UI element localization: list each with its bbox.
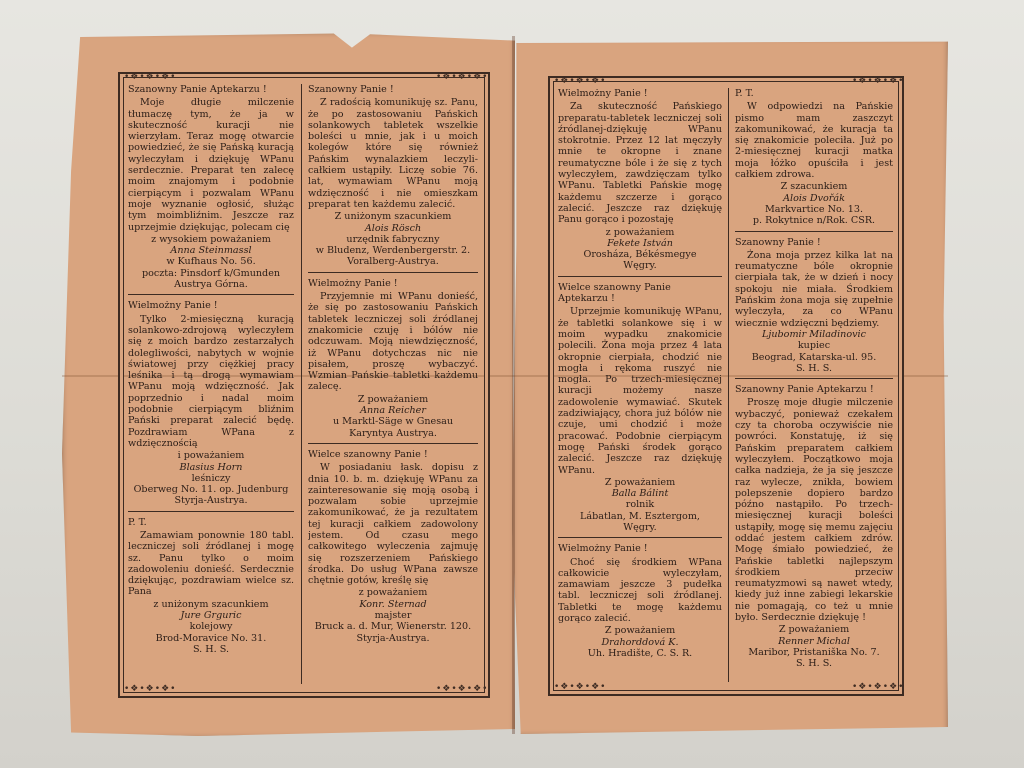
letter-body: Tylko 2-miesięczną kuracją solankowo-zdrojową wyleczyłem się z moich bardzo zestarzałych dolegliwości, nabytych w wojnie światowej przy ciężkiej pracy leśnika i tą drogą wymawiam WPanu moją wdzięczność. Jak poprzednio i nadal moim podobnie cierpiącym bliźnim Pański preparat zalecić będę. Pozdrawiam WPana z wdzięcznością xyxy=(128,313,294,449)
letter xyxy=(128,84,294,290)
letter-closing: z poważaniem xyxy=(605,226,675,238)
letter-signature: Fekete István xyxy=(607,237,673,249)
letter-body: Przyjemnie mi WPanu donieść, że się po zastosowaniu Pańskich tabletek leczniczej soli źródlanej znakomicie czuję i bólów nie odczuwam. Moją niewdzięczność, iż WPanu dotychczas nic nie pisałem, proszę wybaczyć. Wzmian Pańskie tabletki każdemu zalecę. xyxy=(308,291,478,393)
letter-address-line: Styrja-Austrya. xyxy=(174,495,248,507)
column-3 xyxy=(558,88,722,680)
letter-address-line: kupiec xyxy=(797,340,831,352)
letter-signature: Alois Dvořák xyxy=(783,192,845,204)
letter-address-line: S. H. S. xyxy=(795,362,833,374)
letter xyxy=(128,294,294,506)
letter xyxy=(308,272,478,439)
letter-address-line: Bruck a. d. Mur, Wienerstr. 120. xyxy=(314,621,472,633)
letter-signature: Blasius Horn xyxy=(179,461,243,473)
letter-address-line: Austrya Górna. xyxy=(174,279,248,291)
ornament-bottom-left-right-page: •❖•❖•❖• xyxy=(554,682,607,692)
letter xyxy=(558,276,722,534)
letter-address-line: majster xyxy=(374,610,412,622)
letter-closing: Z uniżonym szacunkiem xyxy=(334,211,452,223)
letter-body: Z radością komunikuję sz. Panu, że po zastosowaniu Pańskich solankowych tabletek wszelkie boleści u mnie, jak i u moich kolegów które się również Pańskim wynalazkiem leczyli-całkiem ustąpiły. Liczę sobie 76. lat, wymawiam WPanu moją wdzięczność i nie omieszkam preparat ten każdemu zalecić. xyxy=(308,97,478,210)
column-divider-left xyxy=(301,84,302,684)
letter-address-line: Orosháza, Békésmegye xyxy=(583,249,697,261)
letter xyxy=(735,231,893,375)
letter xyxy=(308,443,478,644)
letter-signature: Jure Grguric xyxy=(180,610,242,622)
letter-closing: i poważaniem xyxy=(177,450,245,462)
letter-body: W odpowiedzi na Pańskie pismo mam zaszczyt zakomunikować, że kuracja ta się znakomicie poleciła. Już po 2-miesięcznej kuracji matka moja łóżko opuściła i jest całkiem zdrowa. xyxy=(735,101,893,181)
letter-salutation: Wielmożny Panie ! xyxy=(558,543,648,555)
letter-salutation: Wielce szanowny Panie ! xyxy=(308,448,428,460)
letter-salutation: Szanowny Panie Aptekarzu ! xyxy=(128,84,267,95)
letter-body: Zamawiam ponownie 180 tabl. leczniczej soli źródlanej i mogę sz. Panu tylko o moim zadowoleniu donieść. Serdecznie dziękując, pozdrawiam wielce sz. Pana xyxy=(128,529,294,598)
ornament-top-right: •❖•❖•❖• xyxy=(436,72,489,82)
letter-address-line: Lábatlan, M. Esztergom, xyxy=(580,510,700,522)
letter-address-line: w Kufhaus No. 56. xyxy=(166,256,256,268)
letter-body: Moje długie milczenie tłumaczę tym, że ja w skuteczność kuracji nie wierzyłam. Teraz mogę otwarcie powiedzieć, że się Pańską kuracją wyleczyłam i dziękuję WPanu serdecznie. Preparat ten zalecę moim znajomym i podobnie cierpiącym i pozwalam WPanu moje wyznanie ogłosić, służąc tym moimbliźnim. Jeszcze raz uprzejmie dziękując, polecam cię xyxy=(128,97,294,233)
letter xyxy=(735,88,893,227)
letter-closing: Z poważaniem xyxy=(604,625,676,637)
ornament-top-left: •❖•❖•❖• xyxy=(124,72,177,82)
ornament-top-left-right-page: •❖•❖•❖• xyxy=(554,76,607,86)
letter-address-line: S. H. S. xyxy=(795,658,833,670)
letter xyxy=(558,537,722,659)
ornament-bottom-right-right-page: •❖•❖•❖• xyxy=(852,682,905,692)
letter-body: Żona moja przez kilka lat na reumatyczne bóle okropnie cierpiała tak, że w dzień i nocy spokoju nie miała. Środkiem Pańskim żona moja się zupełnie wyleczyła, za co WPanu wiecznie wdzięczni będziemy. xyxy=(735,249,893,329)
letter-salutation: Wielmożny Panie ! xyxy=(558,88,648,99)
page-spine xyxy=(512,36,515,734)
letter-signature: Anna Reicher xyxy=(360,405,426,417)
letter xyxy=(735,378,893,669)
letter-closing: Z poważaniem xyxy=(604,476,676,488)
letter-address-line: Karyntya Austrya. xyxy=(349,427,437,439)
letter-salutation: P. T. xyxy=(735,88,754,99)
column-2 xyxy=(308,84,478,684)
letter-signature: Alois Rösch xyxy=(364,222,422,234)
letter-address-line: rolnik xyxy=(625,499,655,511)
letter-closing: z wysokiem poważaniem xyxy=(151,233,271,245)
ornament-top-right-right-page: •❖•❖•❖• xyxy=(852,76,905,86)
letter-body: Uprzejmie komunikuję WPanu, że tabletki solankowe się i w moim wypadku znakomicie polecili. Żona moja przez 4 lata okropnie cierpiała, chodzić nie mogła i rękoma ruszyć nie mogła. Po trzech-miesięcznej kuracji możemy nasze zadowolenie wymawiać. Skutek zadziwiający, chora już bólów nie czuje, umi chodzić i może pracować. Podobnie cierpiącym mogę Pański środek gorąco zalecić. Jeszcze raz dziękuję WPanu. xyxy=(558,306,722,476)
letter-address-line: Węgry. xyxy=(623,521,657,533)
letter-address-line: Brod-Moravice No. 31. xyxy=(155,632,267,644)
letter-address-line: urzędnik fabryczny xyxy=(346,233,440,245)
letter xyxy=(308,84,478,268)
column-1 xyxy=(128,84,294,684)
letter-address-line: Uh. Hradište, C. S. R. xyxy=(587,647,693,659)
letter-address-line: kolejowy xyxy=(189,621,233,633)
letter-address-line: Węgry. xyxy=(623,260,657,272)
letter-signature: Ljubomir Miladinovic xyxy=(762,328,866,340)
letter xyxy=(558,88,722,272)
letter-address-line: Markvartice No. 13. xyxy=(764,203,864,215)
letter-closing: z uniżonym szacunkiem xyxy=(153,598,269,610)
letter-closing: Z poważaniem xyxy=(357,393,429,405)
letter-address-line: w Bludenz, Werdenbergerstr. 2. xyxy=(315,245,471,257)
letter-address-line: Oberweg No. 11. op. Judenburg xyxy=(133,484,289,496)
letter-salutation: Wielce szanowny Panie Aptekarzu ! xyxy=(558,281,671,305)
letter-address-line: S. H. S. xyxy=(192,643,230,655)
ornament-bottom-right: •❖•❖•❖• xyxy=(436,684,489,694)
letter-signature: Renner Michal xyxy=(778,635,850,647)
letter-body: W posiadaniu łask. dopisu z dnia 10. b. m. dziękuję WPanu za zainteresowanie się moją osobą i pozwalam sobie uprzejmie zakomunikować, że ja rezultatem tej kuracji całkiem zadowolony jestem. Od czasu mego całkowitego wyleczenia zajmuję się rozszerzeniem Pańskiego środka. Do usług WPana zawsze chętnie gotów, kreślę się xyxy=(308,462,478,587)
letter-salutation: Wielmożny Panie ! xyxy=(128,300,218,312)
letter-address-line: poczta: Pinsdorf k/Gmunden xyxy=(141,267,281,279)
letter-address-line: Voralberg-Austrya. xyxy=(347,256,439,268)
letter-address-line: u Marktl-Säge w Gnesau xyxy=(332,416,454,428)
letter-salutation: Wielmożny Panie ! xyxy=(308,277,398,289)
letter-address-line: Beograd, Katarska-ul. 95. xyxy=(751,351,877,363)
letter-address-line: leśniczy xyxy=(191,472,231,484)
letter-salutation: Szanowny Panie ! xyxy=(308,84,394,95)
letter-salutation: Szanowny Panie ! xyxy=(735,236,821,248)
letter-closing: Z poważaniem xyxy=(778,624,850,636)
letter-signature: Balla Bálint xyxy=(611,488,669,500)
letter-salutation: P. T. xyxy=(128,516,147,528)
letter-body: Za skuteczność Pańskiego preparatu-tabletek leczniczej soli źródlanej-dziękuję WPanu stokrotnie. Przez 12 lat męczyły mnie te okropne i znane reumatyczne bóle i że się z tych wyleczyłem, zawdzięczam tylko WPanu. Tabletki Pańskie mogę każdemu szczerze i gorąco zalecić. Jeszcze raz dziękuję Panu gorąco i pozostaję xyxy=(558,101,722,226)
letter-body: Choć się środkiem WPana całkowicie wyleczyłam, zamawiam jeszcze 3 pudełka tabl. leczniczej soli źródlanej. Tabletki te mogę każdemu gorąco zalecić. xyxy=(558,556,722,625)
letter xyxy=(128,511,294,656)
letter-address-line: p. Rokytnice n/Rok. CSR. xyxy=(752,215,876,227)
ornament-bottom-left: •❖•❖•❖• xyxy=(124,684,177,694)
column-divider-right xyxy=(728,88,729,682)
letter-signature: Anna Steinmassl xyxy=(170,245,252,257)
letter-closing: z poważaniem xyxy=(358,587,428,599)
column-4 xyxy=(735,88,893,680)
letter-signature: Drahorddová K. xyxy=(601,636,679,648)
letter-address-line: Maribor, Pristaniška No. 7. xyxy=(748,646,880,658)
letter-address-line: Styrja-Austrya. xyxy=(356,632,430,644)
letter-signature: Konr. Sternad xyxy=(359,598,427,610)
letter-salutation: Szanowny Panie Aptekarzu ! xyxy=(735,384,874,396)
letter-body: Proszę moje długie milczenie wybaczyć, ponieważ czekałem czy ta choroba oczywiście nie powróci. Konstatuję, iż się Pańskim preparatem całkiem wyleczyłem. Początkowo moja całka nadzieja, że ja się jeszcze raz wylecze, znikła, bowiem polepszenie dopiero bardzo późno nastąpiło. Po trzech-miesięcznej kuracji boleści ustąpiły, mogę się memu zajęciu oddać jestem całkiem zdrów. Mogę śmiało powiedzieć, że Pańskie tabletki najlepszym środkiem przeciw reumatyzmowi są nawet wtedy, kiedy już inne zabiegi lekarskie nie pomagają, co też u mnie było. Serdecznie dziękuję ! xyxy=(735,397,893,624)
letter-closing: Z szacunkiem xyxy=(780,181,848,193)
